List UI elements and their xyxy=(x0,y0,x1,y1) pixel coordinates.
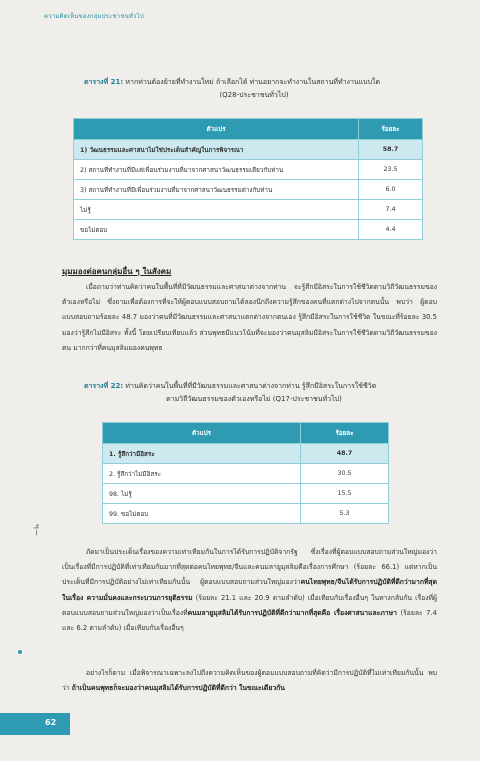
row-value: 4.4 xyxy=(359,220,423,240)
table22-subtitle: ตามวิถีวัฒนธรรมของตัวเองหรือไม่ (Q17-ประชาชนทั่วไป) xyxy=(166,395,342,403)
paragraph-2-bold-a: คนไทยพุทธ/จีนได้รับการปฏิบัติที่ดีกว่ามากที่สุดในเรื่อง ความมั่นคงและกระบวนการยุติธรรม xyxy=(62,578,437,602)
row-label: 98. ไม่รู้ xyxy=(103,484,301,504)
table-row xyxy=(74,200,423,220)
row-label: 2) สถานที่ทำงานที่มีแต่เพื่อนร่วมงานที่มาจากศาสนาวัฒนธรรมเดียวกับท่าน xyxy=(74,160,359,180)
row-label: ไม่รู้ xyxy=(74,200,359,220)
paragraph-2-text-c: (ร้อยละ 7.4 และ 6.2 ตามลำดับ) เมื่อเทียบกับเรื่องอื่นๆ xyxy=(62,608,437,633)
table22-title: ท่านคิดว่าคนในพื้นที่ที่มีวัฒนธรรมและศาสนาต่างจากท่าน รู้สึกมีอิสระในการใช้ชีวิต xyxy=(125,382,377,390)
table-row xyxy=(103,504,389,524)
paragraph-2 xyxy=(62,545,437,636)
paragraph-3-text: อย่างไรก็ตาม เมื่อพิจารณาเฉพาะลงไปถึงความคิดเห็นของผู้ตอบแบบสอบถามที่คิดว่ามีการปฏิบัติที่ไม่เท่าเทียมกันนั้น พบว่า xyxy=(62,669,437,693)
row-value: 5.3 xyxy=(301,504,389,524)
header-percent: ร้อยละ xyxy=(359,119,423,140)
row-value: 58.7 xyxy=(359,140,423,160)
table-row xyxy=(103,444,389,464)
row-label: 1) วัฒนธรรมและศาสนาไม่ใช่ประเด็นสำคัญในการพิจารณา xyxy=(74,140,359,160)
row-label: 2. รู้สึกว่าไม่มีอิสระ xyxy=(103,464,301,484)
margin-dot xyxy=(18,650,22,654)
table22-label: ตารางที่ 22: xyxy=(84,382,124,390)
table-header-row xyxy=(74,119,423,140)
table21-label: ตารางที่ 21: xyxy=(84,78,124,86)
running-header: ความคิดเห็นของกลุ่มประชาชนทั่วไป xyxy=(44,13,144,20)
page-number-bar xyxy=(0,713,70,735)
paragraph-3 xyxy=(62,666,437,696)
paragraph-2-text-a: ถัดมาเป็นประเด็นเรื่องของความเท่าเทียมกันในการได้รับการปฏิบัติจากรัฐ ซึ่งเรื่องที่ผู้ตอบแบบสอบถามส่วนใหญ่มองว่าเป็นเรื่องที่มีการปฏิบัติที่เท่าเทียมกันมากที่สุดต่อคนไทยพุทธ/จีนและคนมลายูมุสลิมคือเรื่องการศึกษา (ร้อยละ 66.1) แต่หากเป็นประเด็นที่มีการปฏิบัติอย่างไม่เท่าเทียมกันนั้น ผู้ตอบแบบสอบถามส่วนใหญ่มองว่า xyxy=(62,548,437,587)
table22 xyxy=(102,422,389,524)
row-label: 99. ขอไม่ตอบ xyxy=(103,504,301,524)
table22-caption xyxy=(84,380,424,406)
row-value: 30.5 xyxy=(301,464,389,484)
row-value: 7.4 xyxy=(359,200,423,220)
handwritten-margin-mark: ฯ~ xyxy=(30,523,41,537)
paragraph-1-text: เมื่อถามว่าท่านคิดว่าคนในพื้นที่ที่มีวัฒนธรรมและศาสนาต่างจากท่าน จะรู้สึกมีอิสระในการใช้ชีวิตตามวิถีวัฒนธรรมของตัวเองหรือไม่ ซึ่งถามเพื่อต้องการที่จะให้ผู้ตอบแบบสอบถามได้ลองนึกถึงความรู้สึกของคนที่แตกต่างไปจากตนนั้น พบว่า ผู้ตอบแบบสอบถามร้อยละ 48.7 มองว่าคนที่มีวัฒนธรรมและศาสนาแตกต่างจากตนเอง รู้สึกมีอิสระในการใช้ชีวิต ในขณะที่ร้อยละ 30.5 มองว่ารู้สึกไม่มีอิสระ ทั้งนี้ โดยเปรียบเทียบแล้ว ส่วนพุทธมีแนวโน้มที่จะมองว่าคนมุสลิมมีอิสระในการใช้ชีวิตตามวิถีวัฒนธรรมของตน มากกว่าที่คนมุสลิมมองคนพุทธ xyxy=(62,283,437,352)
row-value: 23.5 xyxy=(359,160,423,180)
section-heading: มุมมองต่อคนกลุ่มอื่น ๆ ในสังคม xyxy=(62,267,172,276)
page-number: 62 xyxy=(45,718,57,727)
paragraph-3-bold: ถ้าเป็นคนพุทธก็จะมองว่าคนมุสลิมได้รับการปฏิบัติที่ดีกว่า ในขณะเดียวกัน xyxy=(71,684,285,693)
row-label: 1. รู้สึกว่ามีอิสระ xyxy=(103,444,301,464)
table21 xyxy=(73,118,423,240)
table-row xyxy=(74,220,423,240)
table-row xyxy=(103,484,389,504)
table21-title: หากท่านต้องย้ายที่ทำงานใหม่ ถ้าเลือกได้ ท่านอยากจะทำงานในสถานที่ทำงานแบบใด xyxy=(125,78,381,86)
table21-caption xyxy=(84,76,424,102)
table-row xyxy=(74,140,423,160)
row-label: 3) สถานที่ทำงานที่มีเพื่อนร่วมงานที่มาจากศาสนาวัฒนธรรมต่างกับท่าน xyxy=(74,180,359,200)
table-row xyxy=(103,464,389,484)
table-header-row xyxy=(103,423,389,444)
row-value: 15.5 xyxy=(301,484,389,504)
table-row xyxy=(74,160,423,180)
row-value: 6.0 xyxy=(359,180,423,200)
table21-subtitle: (Q28-ประชาชนทั่วไป) xyxy=(219,91,289,99)
header-variable: ตัวแปร xyxy=(103,423,301,444)
row-label: ขอไม่ตอบ xyxy=(74,220,359,240)
paragraph-1 xyxy=(62,280,437,356)
table-row xyxy=(74,180,423,200)
paragraph-2-bold-b: คนมลายูมุสลิมได้รับการปฏิบัติที่ดีกว่ามากที่สุดคือ เรื่องศาสนาและภาษา xyxy=(187,608,397,617)
paragraph-2-text-b: (ร้อยละ 21.1 และ 20.9 ตามลำดับ) เมื่อเทียบกับเรื่องอื่นๆ ในทางกลับกัน เรื่องที่ผู้ตอบแบบสอบถามส่วนใหญ่มองว่าเป็นเรื่องที่ xyxy=(62,593,437,617)
row-value: 48.7 xyxy=(301,444,389,464)
header-variable: ตัวแปร xyxy=(74,119,359,140)
header-percent: ร้อยละ xyxy=(301,423,389,444)
